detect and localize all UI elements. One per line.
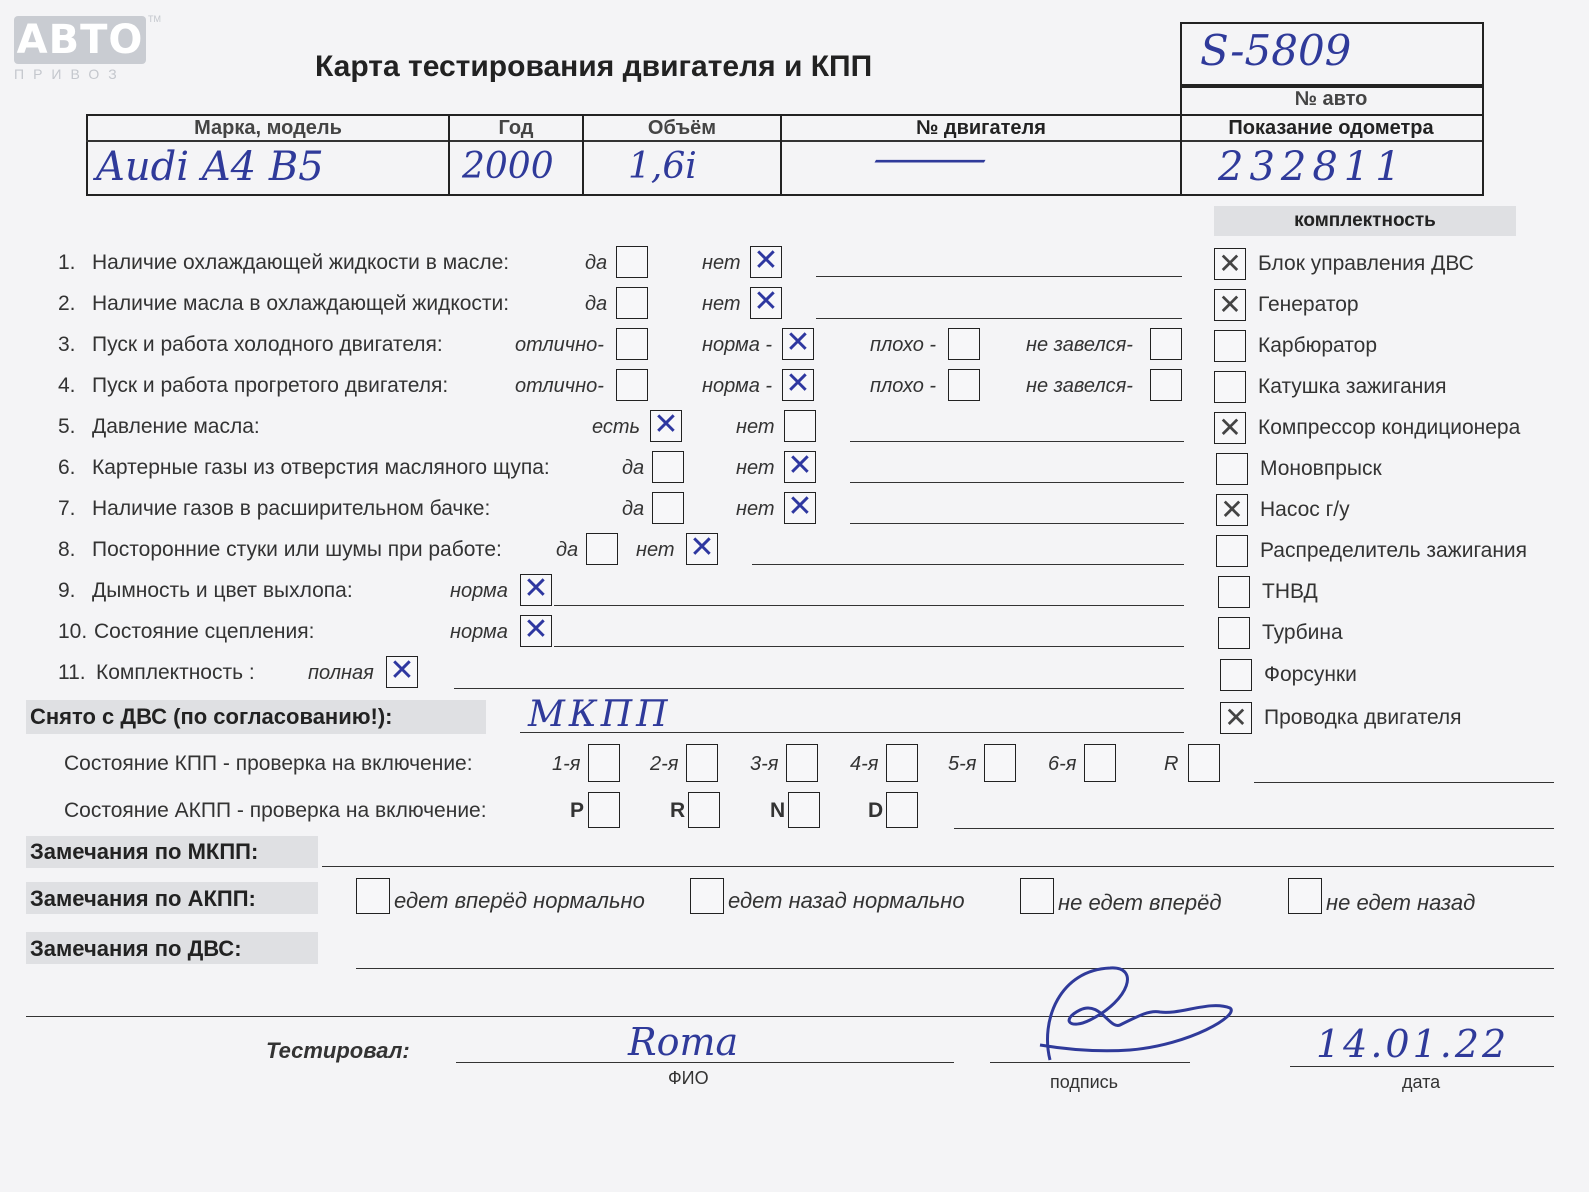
test-9-normal-checkbox[interactable]	[520, 571, 552, 606]
remarks-dvs-line	[356, 968, 1554, 969]
test-8-opt-no: нет	[636, 539, 675, 561]
test-8-notes-line	[752, 564, 1184, 565]
kit-item-label: Компрессор кондиционера	[1258, 416, 1521, 439]
remarks-mkpp-line	[322, 866, 1554, 867]
test-2-label: Наличие масла в охлаждающей жидкости:	[92, 292, 510, 315]
test-7-notes-line	[850, 523, 1184, 524]
removed-line	[520, 732, 1184, 733]
year-value: 2000	[462, 146, 554, 187]
check-mark-icon: ✕	[689, 530, 715, 565]
test-9-notes-line	[554, 605, 1184, 606]
akpp-forward-ok-checkbox[interactable]	[356, 878, 390, 914]
year-label: Год	[498, 117, 534, 139]
kit-checkbox[interactable]	[1218, 576, 1250, 608]
test-4-excellent-checkbox[interactable]	[616, 369, 648, 401]
test-9-opt-normal: норма	[450, 580, 508, 602]
kit-item-label: Форсунки	[1264, 663, 1357, 686]
kit-item-label: Катушка зажигания	[1258, 375, 1447, 398]
manual-gear-label: 5-я	[948, 753, 977, 775]
kit-checkbox[interactable]	[1218, 617, 1250, 649]
tested-label: Тестировал:	[266, 1038, 410, 1063]
manual-gear-checkbox[interactable]	[686, 744, 718, 782]
manual-gear-checkbox[interactable]	[886, 744, 918, 782]
auto-gear-label: D	[868, 799, 884, 822]
test-2-notes-line	[816, 318, 1182, 319]
akpp-no-backward-checkbox[interactable]	[1288, 878, 1322, 914]
test-3-opt-excellent: отлично-	[515, 334, 604, 356]
manual-gearbox-label: Состояние КПП - проверка на включение:	[64, 752, 473, 775]
test-4-opt-nostart: не завелся-	[1026, 375, 1133, 397]
test-3-excellent-checkbox[interactable]	[616, 328, 648, 360]
test-3-normal-checkbox[interactable]	[782, 325, 814, 360]
akpp-forward-ok-label: едет вперёд нормально	[394, 888, 645, 913]
odometer-value: 232811	[1218, 144, 1407, 190]
test-7-no-checkbox[interactable]	[784, 489, 816, 524]
test-1-yes-checkbox[interactable]	[616, 246, 648, 278]
check-mark-icon: ✕	[523, 571, 549, 606]
test-8-num: 8.	[58, 538, 76, 561]
test-11-label: Комплектность :	[96, 661, 255, 684]
auto-gear-checkbox[interactable]	[788, 792, 820, 828]
test-3-nostart-checkbox[interactable]	[1150, 328, 1182, 360]
remarks-mkpp-label: Замечания по МКПП:	[30, 839, 259, 864]
kit-item-label: Генератор	[1258, 293, 1359, 316]
test-8-yes-checkbox[interactable]	[586, 533, 618, 565]
manual-gear-checkbox[interactable]	[1188, 744, 1220, 782]
check-mark-icon: ✕	[753, 284, 779, 319]
date-caption: дата	[1402, 1072, 1441, 1092]
test-2-num: 2.	[58, 292, 76, 315]
akpp-backward-ok-checkbox[interactable]	[690, 878, 724, 914]
test-2-opt-yes: да	[585, 293, 608, 315]
test-5-opt-yes: есть	[592, 416, 641, 438]
signature-line	[990, 1062, 1190, 1063]
check-mark-icon: ✕	[787, 489, 813, 524]
manual-gear-label: 2-я	[650, 753, 679, 775]
akpp-no-forward-label: не едет вперёд	[1058, 890, 1222, 915]
test-5-label: Давление масла:	[92, 415, 260, 438]
kit-checkbox[interactable]	[1216, 453, 1248, 485]
logo	[14, 16, 146, 64]
kit-item-label: Насос г/у	[1260, 498, 1350, 521]
test-6-num: 6.	[58, 456, 76, 479]
test-3-num: 3.	[58, 333, 76, 356]
date-value: 14.01.22	[1316, 1022, 1510, 1066]
test-9-label: Дымность и цвет выхлопа:	[92, 579, 353, 602]
test-1-label: Наличие охлаждающей жидкости в масле:	[92, 251, 510, 274]
kit-checkbox[interactable]	[1214, 371, 1246, 403]
check-mark-icon: ✕	[1218, 288, 1242, 321]
remarks-dvs-label: Замечания по ДВС:	[30, 936, 242, 961]
test-3-opt-nostart: не завелся-	[1026, 334, 1133, 356]
manual-gearbox-line	[1254, 782, 1554, 783]
test-2-yes-checkbox[interactable]	[616, 287, 648, 319]
test-8-opt-yes: да	[556, 539, 579, 561]
test-7-opt-yes: да	[622, 498, 645, 520]
check-mark-icon: ✕	[1218, 247, 1242, 280]
check-mark-icon: ✕	[523, 612, 549, 647]
test-1-notes-line	[816, 276, 1182, 277]
auto-number-value: S-5809	[1200, 26, 1352, 75]
odometer-label: Показание одометра	[1228, 117, 1434, 139]
check-mark-icon: ✕	[753, 243, 779, 278]
test-10-label: Состояние сцепления:	[94, 620, 315, 643]
check-mark-icon: ✕	[653, 407, 679, 442]
auto-gear-checkbox[interactable]	[588, 792, 620, 828]
test-6-notes-line	[850, 482, 1184, 483]
akpp-backward-ok-label: едет назад нормально	[728, 888, 965, 913]
kit-checkbox[interactable]	[1214, 289, 1246, 321]
manual-gear-label: R	[1164, 753, 1179, 775]
test-5-opt-no: нет	[736, 416, 775, 438]
manual-gear-label: 4-я	[850, 753, 879, 775]
kit-item-label: Карбюратор	[1258, 334, 1378, 357]
auto-number-label: № авто	[1294, 88, 1368, 110]
kit-item-label: Турбина	[1262, 621, 1343, 644]
name-line	[456, 1062, 954, 1063]
logo-text: АВТО	[16, 17, 144, 63]
test-11-full-checkbox[interactable]	[386, 653, 418, 688]
manual-gear-checkbox[interactable]	[588, 744, 620, 782]
volume-value: 1,6i	[628, 146, 697, 187]
test-3-bad-checkbox[interactable]	[948, 328, 980, 360]
auto-gear-checkbox[interactable]	[688, 792, 720, 828]
auto-gear-checkbox[interactable]	[886, 792, 918, 828]
test-11-opt-full: полная	[308, 662, 374, 684]
kit-item-label: Моновпрыск	[1260, 457, 1382, 480]
kit-checkbox[interactable]	[1214, 248, 1246, 280]
test-2-no-checkbox[interactable]	[750, 284, 782, 319]
akpp-no-forward-checkbox[interactable]	[1020, 878, 1054, 914]
test-8-label: Посторонние стуки или шумы при работе:	[92, 538, 502, 561]
test-10-notes-line	[554, 646, 1184, 647]
test-5-notes-line	[850, 441, 1184, 442]
manual-gear-checkbox[interactable]	[1084, 744, 1116, 782]
kit-item-label: Проводка двигателя	[1264, 706, 1462, 729]
manual-gear-label: 3-я	[750, 753, 779, 775]
engine-value: —	[870, 136, 990, 182]
test-4-num: 4.	[58, 374, 76, 397]
test-4-label: Пуск и работа прогретого двигателя:	[92, 374, 449, 397]
test-8-no-checkbox[interactable]	[686, 530, 718, 565]
check-mark-icon: ✕	[1220, 493, 1244, 526]
kit-item-label: Распределитель зажигания	[1260, 539, 1528, 562]
logo-tm: TM	[148, 14, 161, 24]
auto-gear-label: R	[670, 799, 686, 822]
kit-checkbox[interactable]	[1216, 494, 1248, 526]
make-label: Марка, модель	[194, 117, 342, 139]
test-1-no-checkbox[interactable]	[750, 243, 782, 278]
auto-gear-label: N	[770, 799, 786, 822]
remarks-extra-line	[26, 1016, 1554, 1017]
test-10-num: 10.	[58, 620, 88, 643]
test-2-opt-no: нет	[702, 293, 741, 315]
test-6-yes-checkbox[interactable]	[652, 451, 684, 483]
test-7-opt-no: нет	[736, 498, 775, 520]
kit-checkbox[interactable]	[1214, 330, 1246, 362]
logo-subtitle: ПРИВОЗ	[14, 66, 126, 82]
auto-gear-label: P	[570, 799, 585, 822]
test-4-normal-checkbox[interactable]	[782, 366, 814, 401]
test-5-num: 5.	[58, 415, 76, 438]
header-divider	[86, 140, 1482, 142]
test-4-bad-checkbox[interactable]	[948, 369, 980, 401]
manual-gear-checkbox[interactable]	[786, 744, 818, 782]
test-4-opt-bad: плохо -	[870, 375, 937, 397]
test-1-opt-yes: да	[585, 252, 608, 274]
kit-checkbox[interactable]	[1216, 535, 1248, 567]
engine-label: № двигателя	[916, 117, 1046, 139]
test-7-label: Наличие газов в расширительном бачке:	[92, 497, 491, 520]
auto-gearbox-line	[954, 828, 1554, 829]
kit-checkbox[interactable]	[1220, 659, 1252, 691]
manual-gear-checkbox[interactable]	[984, 744, 1016, 782]
check-mark-icon: ✕	[787, 448, 813, 483]
make-value: Audi A4 B5	[96, 144, 324, 190]
volume-label: Объём	[647, 117, 717, 139]
kit-item-label: ТНВД	[1262, 580, 1318, 603]
test-5-yes-checkbox[interactable]	[650, 407, 682, 442]
test-7-num: 7.	[58, 497, 76, 520]
test-3-opt-normal: норма -	[702, 334, 773, 356]
test-6-opt-yes: да	[622, 457, 645, 479]
test-3-opt-bad: плохо -	[870, 334, 937, 356]
check-mark-icon: ✕	[1218, 411, 1242, 444]
test-5-no-checkbox[interactable]	[784, 410, 816, 442]
test-6-opt-no: нет	[736, 457, 775, 479]
kit-checkbox[interactable]	[1220, 702, 1252, 734]
test-4-opt-normal: норма -	[702, 375, 773, 397]
test-1-opt-no: нет	[702, 252, 741, 274]
test-11-notes-line	[454, 688, 1184, 689]
test-10-opt-normal: норма	[450, 621, 508, 643]
date-line	[1290, 1066, 1554, 1067]
test-10-normal-checkbox[interactable]	[520, 612, 552, 647]
test-4-nostart-checkbox[interactable]	[1150, 369, 1182, 401]
manual-gear-label: 1-я	[552, 753, 581, 775]
test-9-num: 9.	[58, 579, 76, 602]
test-6-no-checkbox[interactable]	[784, 448, 816, 483]
test-6-label: Картерные газы из отверстия масляного щупа:	[92, 456, 550, 479]
kit-checkbox[interactable]	[1214, 412, 1246, 444]
signature-caption: подпись	[1050, 1072, 1119, 1092]
name-caption: ФИО	[668, 1068, 709, 1088]
removed-label: Снято с ДВС (по согласованию!):	[30, 704, 393, 729]
removed-value: МКПП	[528, 694, 672, 735]
akpp-no-backward-label: не едет назад	[1326, 890, 1476, 915]
test-3-label: Пуск и работа холодного двигателя:	[92, 333, 443, 356]
check-mark-icon: ✕	[785, 366, 811, 401]
test-11-num: 11.	[58, 661, 86, 684]
page-title: Карта тестирования двигателя и КПП	[315, 50, 873, 83]
kit-title: комплектность	[1294, 210, 1436, 231]
test-7-yes-checkbox[interactable]	[652, 492, 684, 524]
check-mark-icon: ✕	[389, 653, 415, 688]
kit-item-label: Блок управления ДВС	[1258, 252, 1474, 275]
test-4-opt-excellent: отлично-	[515, 375, 604, 397]
tester-name: Roma	[628, 1020, 739, 1064]
signature-icon	[1010, 960, 1250, 1070]
check-mark-icon: ✕	[785, 325, 811, 360]
remarks-akpp-label: Замечания по АКПП:	[30, 886, 256, 911]
manual-gear-label: 6-я	[1048, 753, 1077, 775]
auto-gearbox-label: Состояние АКПП - проверка на включение:	[64, 799, 487, 822]
check-mark-icon: ✕	[1224, 701, 1248, 734]
test-1-num: 1.	[58, 251, 76, 274]
